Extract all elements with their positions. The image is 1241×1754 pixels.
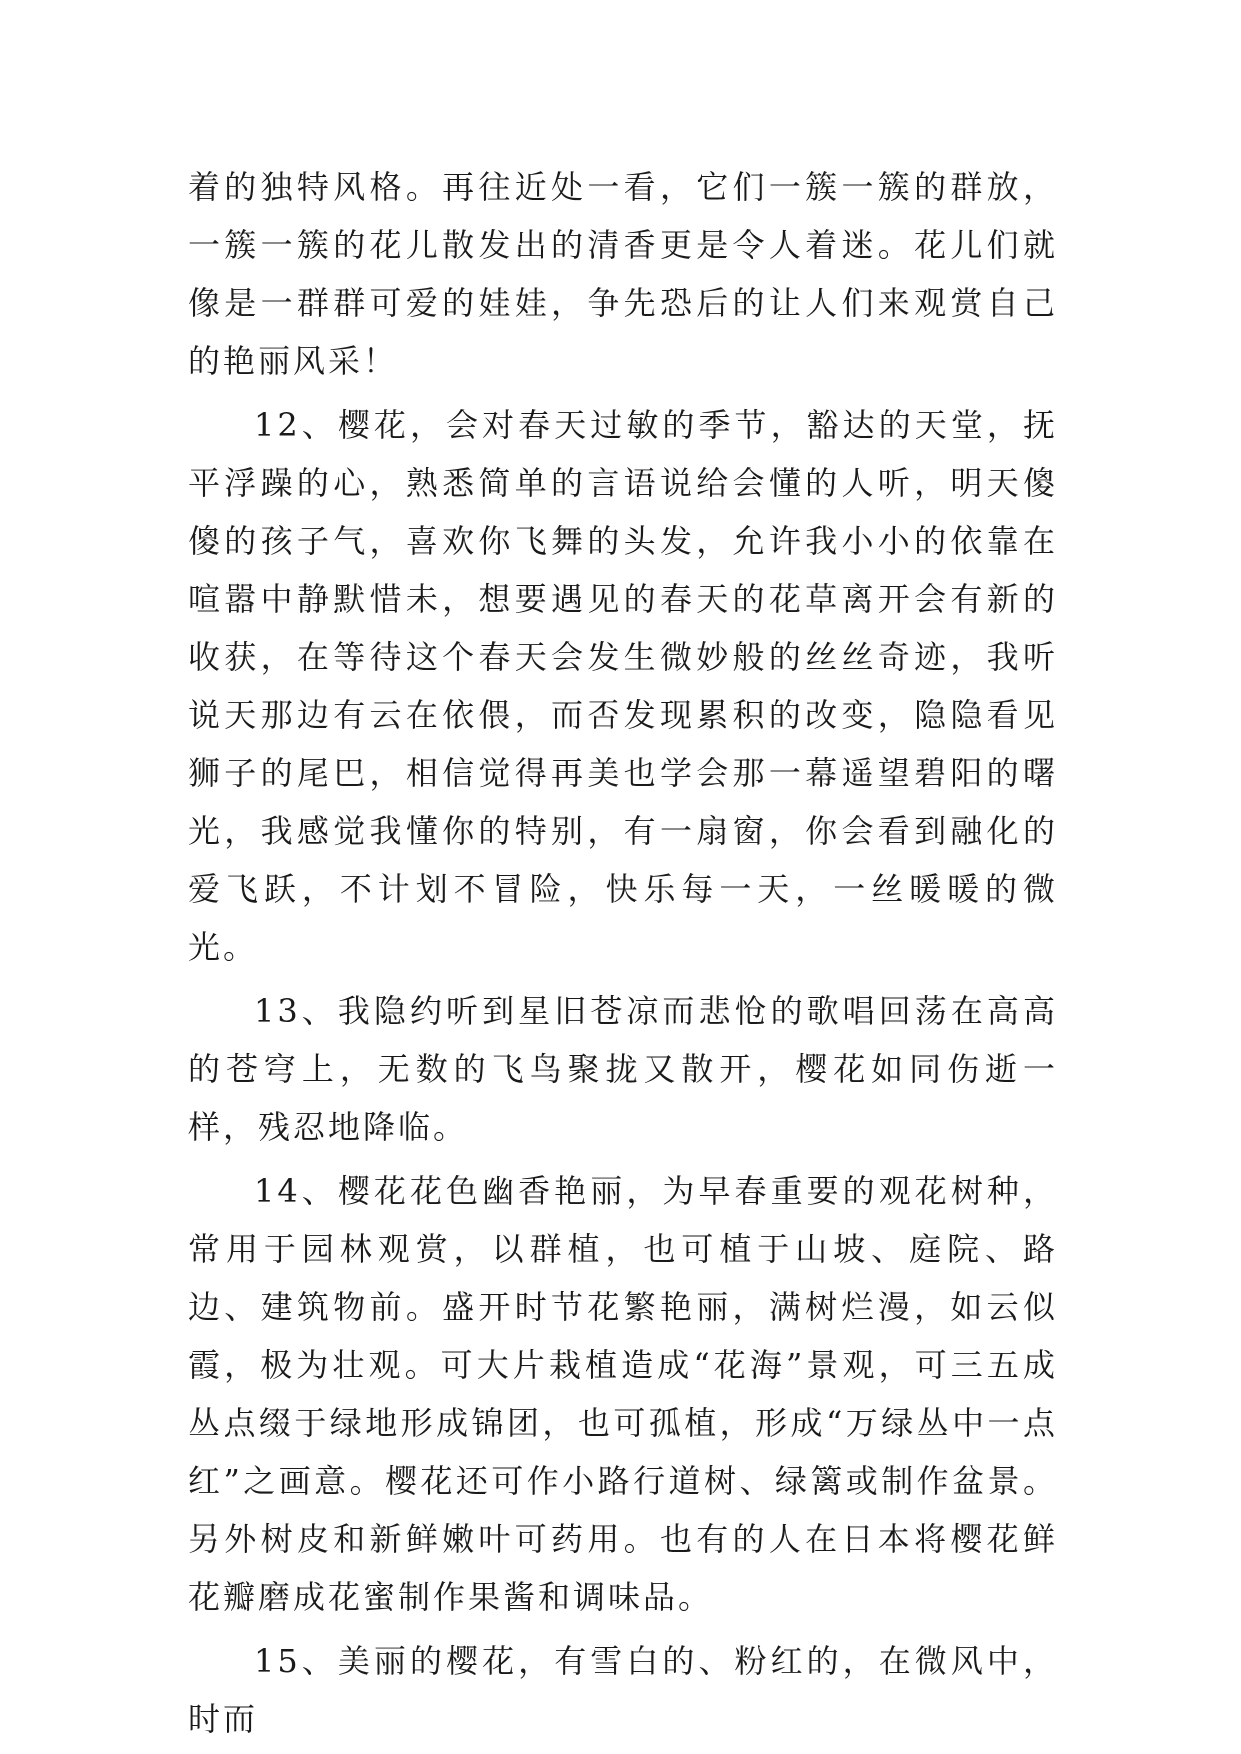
paragraph-14: 14、樱花花色幽香艳丽，为早春重要的观花树种，常用于园林观赏，以群植，也可植于山坡、庭院、路边、建筑物前。盛开时节花繁艳丽，满树烂漫，如云似霞，极为壮观。可大片栽植造成“花海”景观，可三五成丛点缀于绿地形成锦团，也可孤植，形成“万绿丛中一点红”之画意。樱花还可作小路行道树、绿篱或制作盆景。另外树皮和新鲜嫩叶可药用。也有的人在日本将樱花鲜花瓣磨成花蜜制作果酱和调味品。 [188, 1172, 1058, 1616]
paragraph-13: 13、我隐约听到星旧苍凉而悲怆的歌唱回荡在高高的苍穹上，无数的飞鸟聚拢又散开，樱花如同伤逝一样，残忍地降临。 [188, 992, 1058, 1146]
document-body [188, 158, 1058, 1748]
paragraph-15: 15、美丽的樱花，有雪白的、粉红的，在微风中，时而 [188, 1642, 1058, 1738]
paragraph-12: 12、樱花，会对春天过敏的季节，豁达的天堂，抚平浮躁的心，熟悉简单的言语说给会懂的人听，明天傻傻的孩子气，喜欢你飞舞的头发，允许我小小的依靠在喧嚣中静默惜未，想要遇见的春天的花草离开会有新的收获，在等待这个春天会发生微妙般的丝丝奇迹，我听说天那边有云在依偎，而否发现累积的改变，隐隐看见狮子的尾巴，相信觉得再美也学会那一幕遥望碧阳的曙光，我感觉我懂你的特别，有一扇窗，你会看到融化的爱飞跃，不计划不冒险，快乐每一天，一丝暖暖的微光。 [188, 406, 1058, 966]
paragraph-continuation: 着的独特风格。再往近处一看，它们一簇一簇的群放，一簇一簇的花儿散发出的清香更是令人着迷。花儿们就像是一群群可爱的娃娃，争先恐后的让人们来观赏自己的艳丽风采！ [188, 168, 1058, 380]
